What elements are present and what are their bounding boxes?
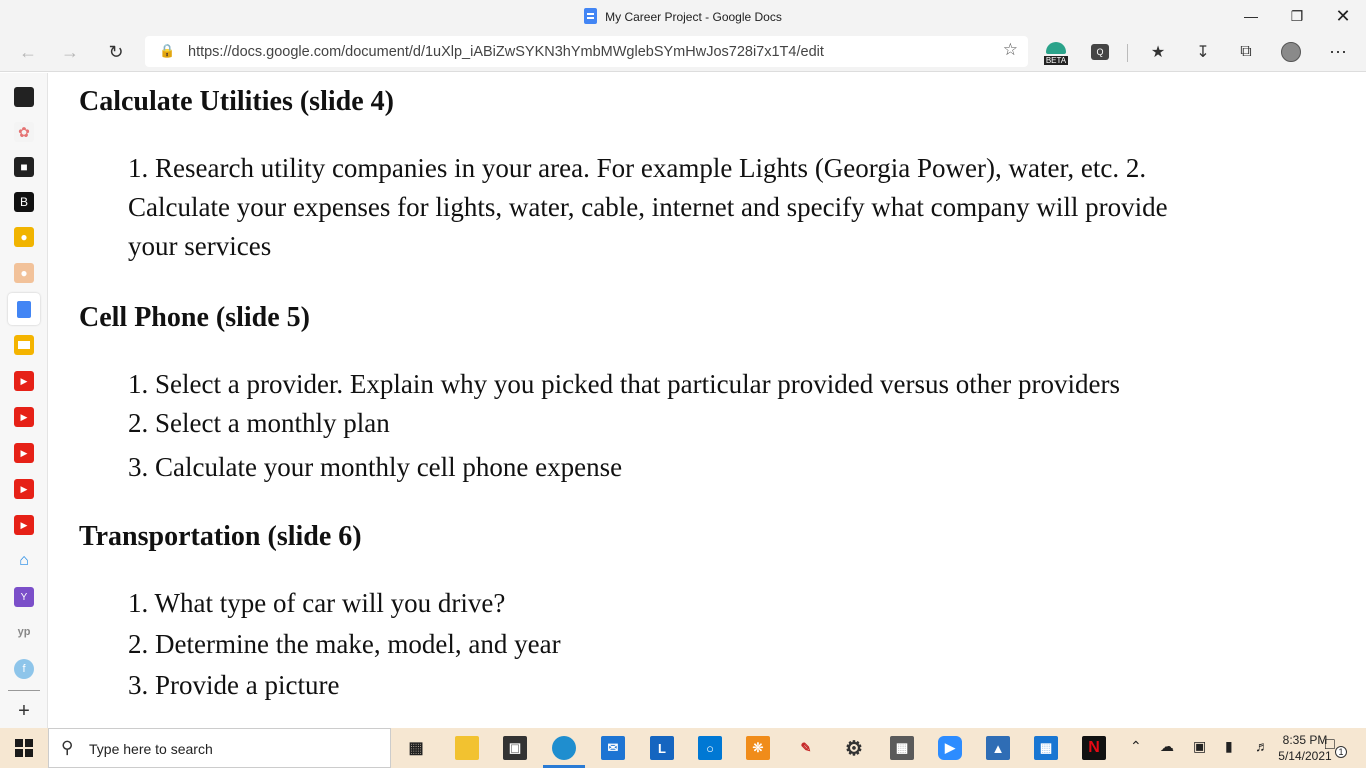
collections-button[interactable]: ⧉ — [1240, 43, 1252, 60]
task-view-button[interactable] — [404, 736, 428, 760]
taskbar-clock[interactable] — [1278, 732, 1332, 764]
chat-icon: Q — [1091, 44, 1109, 60]
utilities-line-2: Calculate your expenses for lights, water, cable, internet and specify what company will provide — [128, 192, 1168, 222]
sidebar-item-app-2[interactable] — [14, 122, 34, 142]
home-icon: ⌂ — [19, 552, 29, 569]
taskbar-edge[interactable] — [552, 736, 576, 760]
taskbar-store[interactable] — [503, 736, 527, 760]
sidebar-item-app-3[interactable] — [14, 157, 34, 177]
sidebar-item-app-1[interactable] — [14, 87, 34, 107]
windows-logo-icon — [15, 739, 33, 757]
cell-phone-line-3: 3. Calculate your monthly cell phone expense — [128, 452, 623, 482]
transportation-line-3: 3. Provide a picture — [128, 670, 340, 700]
restore-button[interactable]: ❐ — [1290, 7, 1304, 24]
taskbar-paint[interactable] — [794, 736, 818, 760]
battery-icon[interactable]: ▮ — [1225, 738, 1233, 754]
taskbar-mail[interactable] — [601, 736, 625, 760]
transportation-line-1: 1. What type of car will you drive? — [128, 588, 506, 618]
youtube-icon: ▶ — [20, 375, 28, 386]
forward-button[interactable]: → — [61, 41, 79, 62]
yahoo-icon: Y — [20, 591, 28, 603]
browser-toolbar — [0, 32, 1366, 72]
beta-badge: BETA — [1045, 55, 1067, 65]
extension-icon — [1046, 42, 1066, 54]
document-page[interactable] — [49, 73, 1366, 728]
start-button[interactable] — [0, 728, 48, 768]
l-app-icon: L — [658, 740, 666, 756]
window-title-bar — [0, 0, 1366, 32]
taskbar-calculator[interactable] — [890, 736, 914, 760]
shopping-bag-icon: ▣ — [508, 740, 522, 755]
circle-icon: ○ — [706, 740, 714, 756]
taskbar-photos[interactable] — [986, 736, 1010, 760]
classroom-icon: ● — [20, 230, 28, 244]
windows-taskbar — [0, 728, 1366, 768]
lock-icon: 🔒 — [159, 43, 176, 58]
volume-icon[interactable]: ♬ — [1255, 738, 1269, 754]
sidebar-item-facebook[interactable] — [14, 659, 34, 679]
orange-app-icon: ❊ — [752, 740, 764, 755]
taskbar-settings[interactable] — [842, 736, 866, 760]
close-button[interactable]: ✕ — [1335, 5, 1351, 26]
show-hidden-icons-button[interactable]: ⌃ — [1130, 738, 1142, 754]
section-heading-utilities: Calculate Utilities (slide 4) — [79, 86, 394, 117]
notification-count-badge: 1 — [1335, 746, 1347, 758]
sidebar-item-youtube-1[interactable] — [14, 371, 34, 391]
toolbar-divider — [1127, 44, 1128, 62]
youtube-icon: ▶ — [20, 447, 28, 458]
back-button[interactable]: ← — [19, 41, 37, 62]
sidebar-item-youtube-4[interactable] — [14, 479, 34, 499]
url-text[interactable]: https://docs.google.com/document/d/1uXlp_iABiZwSYKN3hYmbMWglebSYmHwJos728i7x1T4/edit — [188, 44, 824, 60]
minimize-button[interactable]: — — [1244, 8, 1258, 24]
search-icon: ⚲ — [61, 738, 74, 757]
slides-icon — [18, 341, 30, 349]
profile-avatar-button[interactable] — [1279, 40, 1303, 64]
beta-extension-button[interactable] — [1042, 38, 1070, 68]
downloads-button[interactable]: ↧ — [1196, 44, 1210, 61]
search-placeholder: Type here to search — [89, 741, 213, 757]
youtube-icon: ▶ — [20, 483, 28, 494]
profile-avatar — [1281, 42, 1301, 62]
calendar-icon: ▦ — [1039, 740, 1053, 755]
task-view-icon: ▦ — [408, 740, 424, 757]
sidebar-item-youtube-2[interactable] — [14, 407, 34, 427]
taskbar-file-explorer[interactable] — [455, 736, 479, 760]
utilities-line-1: 1. Research utility companies in your area. For example Lights (Georgia Power), water, etc. 2. — [128, 153, 1147, 183]
cell-phone-line-1: 1. Select a provider. Explain why you picked that particular provided versus other providers — [128, 369, 1120, 399]
cell-phone-line-2: 2. Select a monthly plan — [128, 408, 390, 438]
contact-card-icon: ■ — [20, 160, 28, 174]
section-heading-cell-phone: Cell Phone (slide 5) — [79, 302, 310, 333]
ai-extension-button[interactable] — [1088, 40, 1112, 64]
contacts-icon: ● — [20, 266, 28, 280]
clock-time: 8:35 PM — [1282, 733, 1328, 747]
browser-sidebar — [0, 73, 48, 728]
pinwheel-icon: ✿ — [18, 123, 30, 140]
calculator-icon: ▦ — [895, 740, 909, 755]
network-icon[interactable]: ▣ — [1193, 738, 1207, 754]
taskbar-l-app[interactable] — [650, 736, 674, 760]
taskbar-zoom[interactable] — [938, 736, 962, 760]
plus-icon: + — [18, 699, 30, 722]
sidebar-divider — [8, 690, 40, 691]
youtube-icon: ▶ — [20, 411, 28, 422]
google-docs-icon — [17, 301, 31, 318]
taskbar-cortana[interactable] — [698, 736, 722, 760]
sidebar-item-contacts[interactable] — [14, 263, 34, 283]
utilities-line-3: your services — [128, 231, 272, 261]
clock-date: 5/14/2021 — [1278, 749, 1332, 763]
sidebar-item-youtube-5[interactable] — [14, 515, 34, 535]
book-icon: B — [19, 195, 28, 209]
facebook-icon: f — [22, 663, 26, 675]
notification-icon: □ — [1325, 736, 1335, 753]
sidebar-item-yahoo[interactable] — [14, 587, 34, 607]
google-docs-icon — [584, 8, 597, 24]
address-bar[interactable] — [145, 36, 1028, 67]
sidebar-item-youtube-3[interactable] — [14, 443, 34, 463]
taskbar-netflix[interactable] — [1082, 736, 1106, 760]
sidebar-item-google-docs[interactable] — [8, 293, 40, 325]
sidebar-item-yellowpages[interactable] — [14, 622, 34, 642]
video-camera-icon: ▶ — [945, 740, 955, 755]
notifications-button[interactable] — [1325, 736, 1344, 757]
sidebar-item-zillow[interactable] — [14, 551, 34, 571]
favorites-button[interactable]: ★ — [1150, 44, 1166, 61]
sidebar-add-button[interactable] — [14, 701, 34, 721]
paint-icon: ✎ — [800, 740, 812, 755]
section-heading-transportation: Transportation (slide 6) — [79, 521, 362, 552]
sidebar-item-google-slides[interactable] — [14, 335, 34, 355]
onedrive-icon[interactable]: ☁ — [1160, 738, 1174, 754]
sidebar-item-classroom[interactable] — [14, 227, 34, 247]
yp-icon: yp — [17, 626, 31, 638]
refresh-button[interactable]: ↻ — [108, 41, 124, 62]
taskbar-search-box[interactable] — [48, 728, 391, 768]
mail-icon: ✉ — [607, 740, 619, 755]
photos-icon: ▲ — [991, 740, 1005, 756]
more-menu-button[interactable]: ⋯ — [1329, 41, 1347, 62]
taskbar-app-orange[interactable] — [746, 736, 770, 760]
add-favorite-icon[interactable]: ☆ — [1002, 40, 1018, 59]
transportation-line-2: 2. Determine the make, model, and year — [128, 629, 561, 659]
sidebar-item-app-4[interactable] — [14, 192, 34, 212]
netflix-icon: N — [1088, 739, 1100, 756]
taskbar-calendar[interactable] — [1034, 736, 1058, 760]
gear-icon: ⚙ — [845, 737, 863, 760]
window-title: My Career Project - Google Docs — [0, 8, 1366, 24]
youtube-icon: ▶ — [20, 519, 28, 530]
